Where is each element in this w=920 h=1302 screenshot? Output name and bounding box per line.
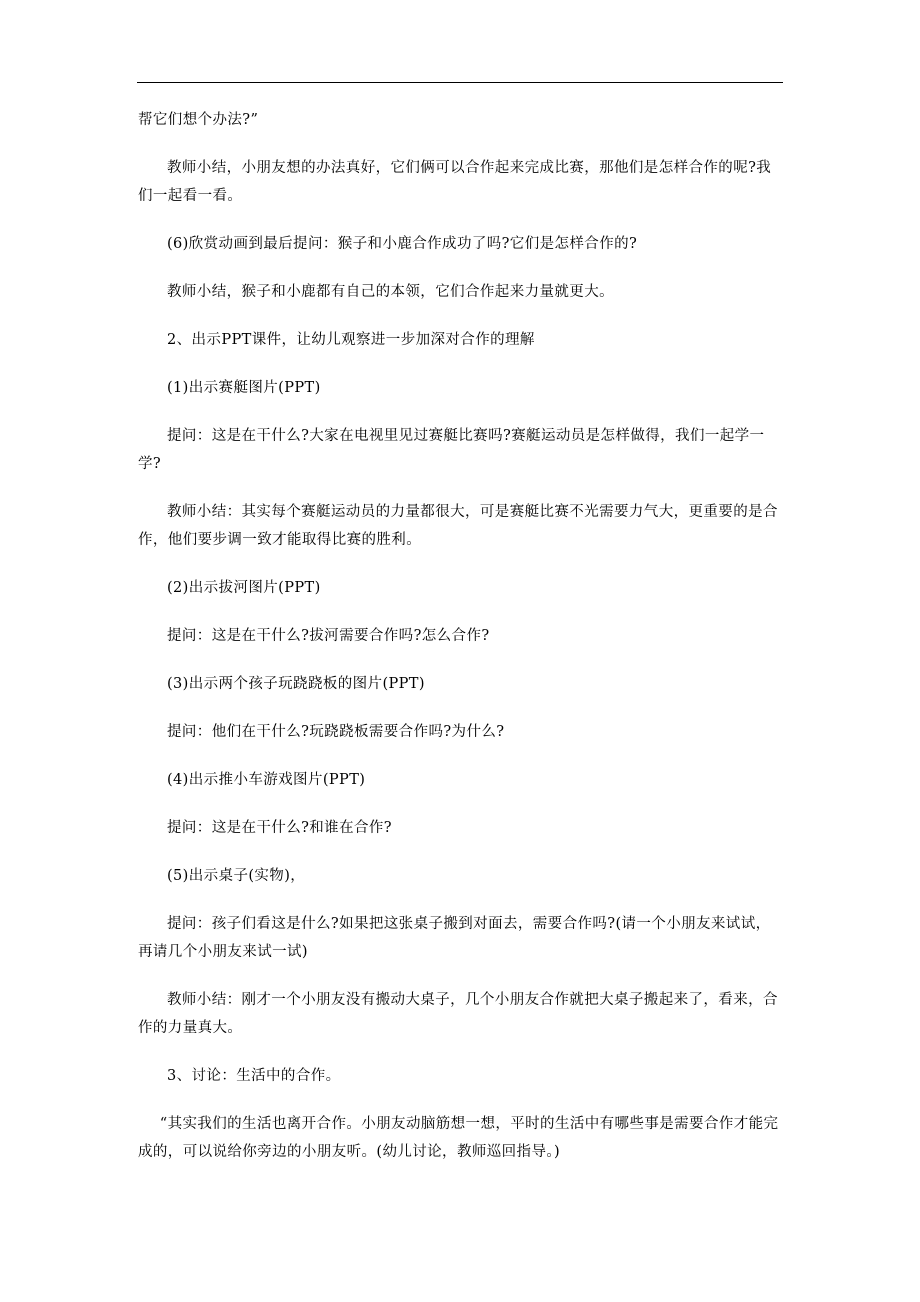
document-body — [138, 106, 784, 1186]
paragraph: 教师小结：其实每个赛艇运动员的力量都很大，可是赛艇比赛不光需要力气大，更重要的是合作，他们要步调一致才能取得比赛的胜利。 — [138, 504, 778, 548]
paragraph: 帮它们想个办法?” — [138, 112, 259, 128]
paragraph: (6)欣赏动画到最后提问：猴子和小鹿合作成功了吗?它们是怎样合作的? — [167, 236, 638, 252]
paragraph: (2)出示拔河图片(PPT) — [167, 580, 321, 596]
paragraph: 提问：这是在干什么?和谁在合作? — [167, 820, 392, 836]
section-heading: 3、讨论：生活中的合作。 — [167, 1068, 341, 1084]
paragraph: 提问：这是在干什么?大家在电视里见过赛艇比赛吗?赛艇运动员是怎样做得，我们一起学一学? — [138, 428, 765, 472]
paragraph: (4)出示推小车游戏图片(PPT) — [167, 772, 366, 788]
paragraph: “其实我们的生活也离开合作。小朋友动脑筋想一想，平时的生活中有哪些事是需要合作才能完成的，可以说给你旁边的小朋友听。(幼儿讨论，教师巡回指导。) — [138, 1116, 779, 1160]
paragraph: 教师小结，猴子和小鹿都有自己的本领，它们合作起来力量就更大。 — [167, 284, 614, 300]
paragraph: (5)出示桌子(实物)， — [167, 868, 306, 884]
paragraph: 教师小结：刚才一个小朋友没有搬动大桌子，几个小朋友合作就把大桌子搬起来了，看来，合作的力量真大。 — [138, 992, 778, 1036]
paragraph: (1)出示赛艇图片(PPT) — [167, 380, 321, 396]
paragraph: 教师小结，小朋友想的办法真好，它们俩可以合作起来完成比赛，那他们是怎样合作的呢?我们一起看一看。 — [138, 160, 772, 204]
header-rule — [137, 82, 783, 83]
section-heading: 2、出示PPT课件，让幼儿观察进一步加深对合作的理解 — [167, 332, 535, 348]
paragraph: 提问：这是在干什么?拔河需要合作吗?怎么合作? — [167, 628, 490, 644]
paragraph: 提问：他们在干什么?玩跷跷板需要合作吗?为什么? — [167, 724, 505, 740]
paragraph: 提问：孩子们看这是什么?如果把这张桌子搬到对面去，需要合作吗?(请一个小朋友来试试，再请几个小朋友来试一试) — [138, 916, 771, 960]
paragraph: (3)出示两个孩子玩跷跷板的图片(PPT) — [167, 676, 425, 692]
